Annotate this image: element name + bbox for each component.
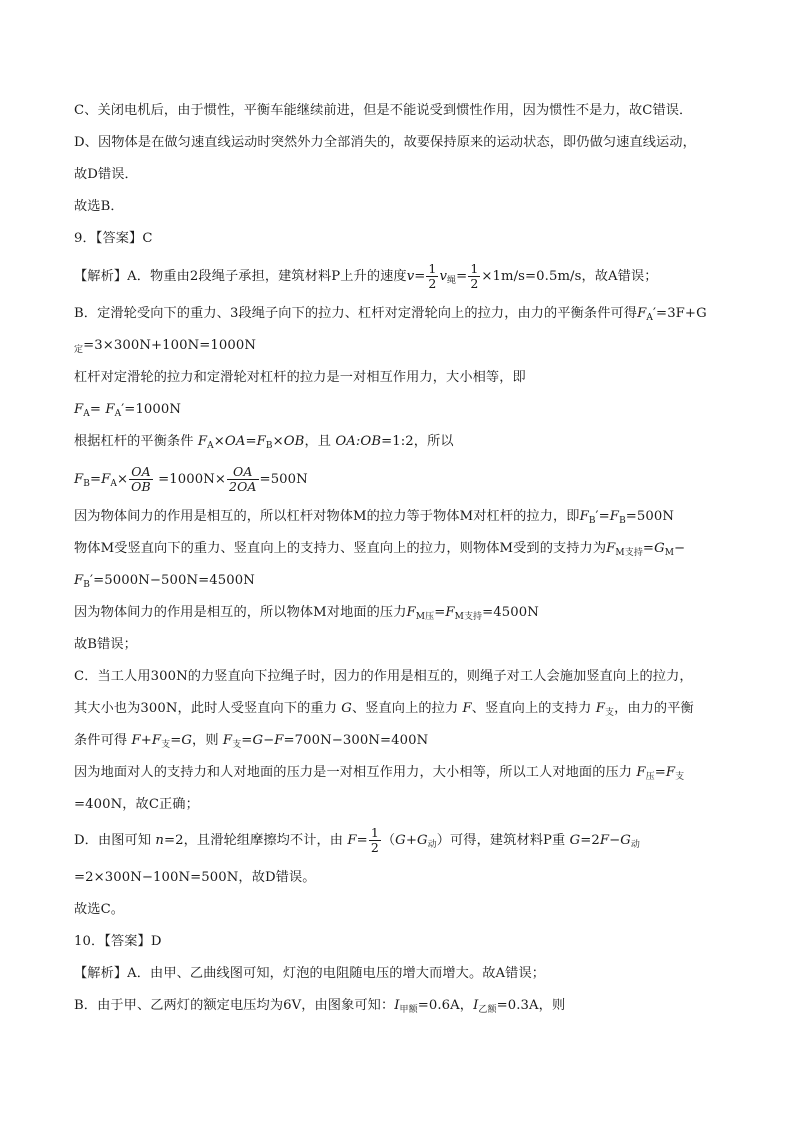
text-line: 其大小也为300N，此时人受竖直向下的重力 G、竖直向上的拉力 F、竖直向上的支持力 $F_支$，由力的平衡 <box>74 701 694 718</box>
text-line: 条件可得 $F+F_支=G$，则 $F_支=G-F=700N-300N=400N$ <box>74 733 429 750</box>
text-line: D、因物体是在做匀速直线运动时突然外力全部消失的，故要保持原来的运动状态，即仍做匀速直线运动， <box>74 135 696 150</box>
equation-line: $F_B'=5000N-500N=4500N$ <box>74 573 255 590</box>
fraction: $\frac{1}{2}$ <box>428 261 437 291</box>
fraction: $\frac{OA}{OB}$ <box>131 464 151 494</box>
equation-line: $F_B=F_A\times$ $\frac{OA}{OB}$ =1000N× $\frac{OA}{2OA}$ =500N <box>74 464 308 494</box>
text-line: 因为物体间力的作用是相互的，所以物体M对地面的压力$F_{M压}=F_{M支持}=4500N$ <box>74 605 539 622</box>
text-line: D．由图可知 n=2，且滑轮组摩擦均不计，由 F= $\frac{1}{2}$ $(G+G_动)$可得，建筑材料P重 $G=2F-G_动$ <box>74 825 641 855</box>
text-line: 因为物体间力的作用是相互的，所以杠杆对物体M的拉力等于物体M对杠杆的拉力，即$F_B'=F_B=500N$ <box>74 509 675 526</box>
text-line: 杠杆对定滑轮的拉力和定滑轮对杠杆的拉力是一对相互作用力，大小相等，即 <box>74 370 526 385</box>
text-line: 【解析】A．由甲、乙曲线图可知，灯泡的电阻随电压的增大而增大。故A错误； <box>74 966 546 981</box>
fraction: $\frac{OA}{2OA}$ <box>229 464 257 494</box>
text-line: 因为地面对人的支持力和人对地面的压力是一对相互作用力，大小相等，所以工人对地面的压力 $F_压=F_支$ <box>74 765 685 782</box>
text-line: 根据杠杆的平衡条件 $F_A\times OA=F_B\times OB$，且 OA:OB=1:2，所以 <box>74 434 454 451</box>
text-line: =400N，故C正确； <box>74 797 199 812</box>
text-line: C．当工人用300N的力竖直向下拉绳子时，因力的作用是相互的，则绳子对工人会施加竖直向上的拉力， <box>74 669 693 684</box>
text-line: $_定$=3×300N+100N=1000N <box>74 338 257 355</box>
text-line: B．定滑轮受向下的重力、3段绳子向下的拉力、杠杆对定滑轮向上的拉力，由力的平衡条件可得$F_A'=3F+G$ <box>74 306 707 323</box>
text-line: 故B错误； <box>74 637 137 652</box>
answer-heading-10: 10．【答案】D <box>74 934 162 949</box>
text-line: =2×300N−100N=500N，故D错误。 <box>74 870 316 885</box>
text-line: B．由于甲、乙两灯的额定电压均为6V，由图象可知：$I_{甲额}=0.6A$，$I_{乙额}=0.3A$，则 <box>74 998 566 1015</box>
text-line: 故选B． <box>74 199 124 214</box>
text-line: 故D错误． <box>74 167 138 182</box>
analysis-line-9a: 【解析】A．物重由2段绳子承担，建筑材料P上升的速度v= $\frac{1}{2}$ $v_绳=$ $\frac{1}{2}$ ×1m/s=0.5m/s，故A错误； <box>74 261 658 291</box>
answer-heading-9: 9．【答案】C <box>74 231 153 246</box>
equation-line: $F_A= F_A'=1000N$ <box>74 402 182 419</box>
text-line: 物体M受竖直向下的重力、竖直向上的支持力、竖直向上的拉力，则物体M受到的支持力为$F_{M支持}=G_M-$ <box>74 541 686 558</box>
fraction: $\frac{1}{2}$ <box>370 825 379 855</box>
text-line: C、关闭电机后，由于惯性，平衡车能继续前进，但是不能说受到惯性作用，因为惯性不是力，故C错误． <box>74 103 693 118</box>
text-line: 故选C。 <box>74 902 125 917</box>
fraction: $\frac{1}{2}$ <box>470 261 479 291</box>
